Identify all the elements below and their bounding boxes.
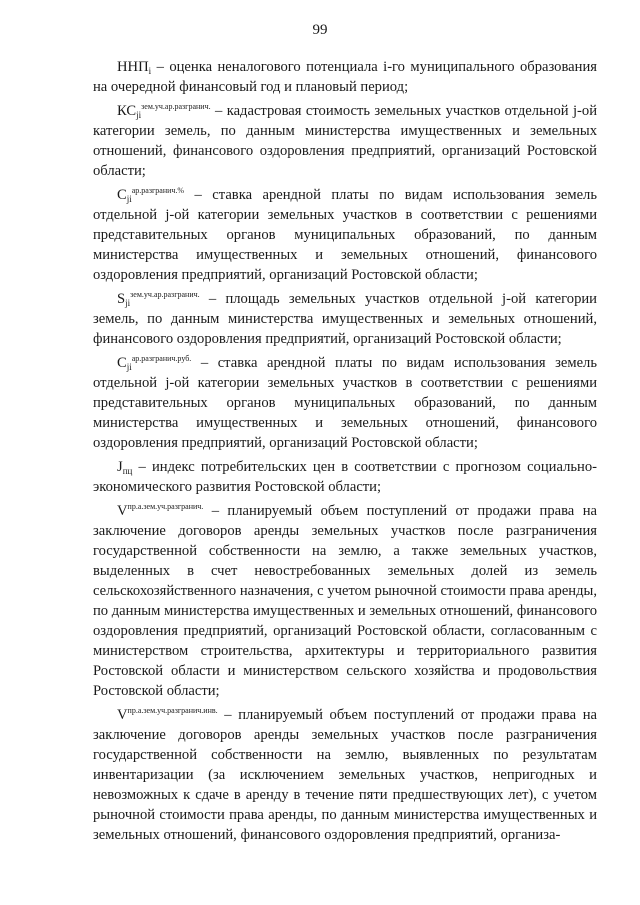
definitions-list <box>93 57 597 849</box>
formula-symbol <box>117 291 200 307</box>
symbol-superscript: зем.уч.ар.разгранич. <box>130 290 200 299</box>
formula-symbol <box>117 187 184 203</box>
symbol-base: V <box>117 707 128 723</box>
definition-text: – площадь земельных участков отдельной j-ой категории земель, по данным министерства имущественных и земельных отношений, финансового оздоровления предприятий, организаций Ростовской области; <box>93 291 597 347</box>
symbol-base: V <box>117 503 128 519</box>
symbol-subscript: ji <box>126 194 132 204</box>
symbol-subscript: ji <box>126 362 132 372</box>
definition-item <box>93 353 597 453</box>
symbol-base: КС <box>117 103 137 119</box>
formula-symbol <box>117 355 191 371</box>
definition-text: – ставка арендной платы по видам использования земель отдельной j-ой категории земельных участков в соответствии с решениями представительных органов муниципальных образований, по данным министерства имущественных и земельных отношений, финансового оздоровления предприятий, организаций Ростовской области; <box>93 187 597 283</box>
symbol-superscript: ар.разгранич.% <box>131 186 185 195</box>
definition-item <box>93 457 597 497</box>
definition-text: – ставка арендной платы по видам использования земель отдельной j-ой категории земельных участков в соответствии с решениями представительных органов муниципальных образований, по данным министерства имущественных и земельных отношений, финансового оздоровления предприятий, организаций Ростовской области; <box>93 355 597 451</box>
definition-item <box>93 57 597 97</box>
symbol-base: J <box>117 459 123 475</box>
formula-symbol <box>117 103 211 119</box>
symbol-subscript: i <box>148 66 152 76</box>
definition-item <box>93 101 597 181</box>
definition-item <box>93 705 597 845</box>
symbol-subscript: пц <box>122 466 133 476</box>
symbol-base: ННП <box>117 59 149 75</box>
definition-text: – планируемый объем поступлений от продажи права на заключение договоров аренды земельных участков после разграничения государственной собственности на землю, а также земельных участков, выделенных в счет невостребованных земельных долей из земель сельскохозяйственного назначения, с учетом рыночной стоимости права аренды, по данным министерства имущественных и земельных отношений, финансового оздоровления предприятий, организаций Ростовской области, согласованным с министерством строительства, архитектуры и территориального развития Ростовской области и министерством сельского хозяйства и продовольствия Ростовской области; <box>93 503 597 699</box>
definition-text: – индекс потребительских цен в соответствии с прогнозом социально-экономического развития Ростовской области; <box>93 459 597 495</box>
definition-text: – кадастровая стоимость земельных участков отдельной j-ой категории земель, по данным министерства имущественных и земельных отношений, финансового оздоровления предприятий, организаций Ростовской области; <box>93 103 597 179</box>
symbol-superscript: пр.а.зем.уч.разгранич.инв. <box>127 706 218 715</box>
formula-symbol <box>117 459 132 475</box>
symbol-superscript: ар.разгранич.руб. <box>131 354 192 363</box>
symbol-subscript: ji <box>136 110 142 120</box>
definition-text: – оценка неналогового потенциала i-го муниципального образования на очередной финансовый год и плановый период; <box>93 59 597 95</box>
definition-item <box>93 185 597 285</box>
symbol-base: S <box>117 291 126 307</box>
formula-symbol <box>117 59 151 75</box>
formula-symbol <box>117 707 218 723</box>
symbol-base: С <box>117 355 127 371</box>
page-number: 99 <box>312 22 328 38</box>
symbol-base: С <box>117 187 127 203</box>
definition-item <box>93 501 597 701</box>
symbol-superscript: пр.а.зем.уч.разгранич. <box>127 502 204 511</box>
formula-symbol <box>117 503 203 519</box>
symbol-superscript: зем.уч.ар.разгранич. <box>141 102 211 111</box>
symbol-subscript: ji <box>125 298 131 308</box>
definition-item <box>93 289 597 349</box>
definition-text: – планируемый объем поступлений от продажи права на заключение договоров аренды земельных участков после разграничения государственной собственности на землю, выявленных по результатам инвентаризации (за исключением земельных участков, непригодных и невозможных к сдаче в аренду в течение пяти предшествующих лет), с учетом рыночной стоимости права аренды, по данным министерства имущественных и земельных отношений, финансового оздоровления предприятий, организа- <box>93 707 597 843</box>
